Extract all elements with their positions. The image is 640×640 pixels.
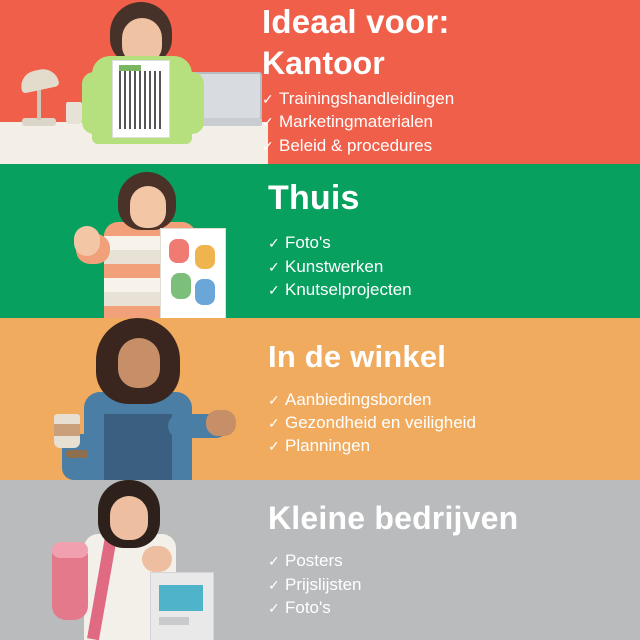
list-small-business [268,549,630,619]
list-store [268,388,630,458]
check-icon: ✓ [268,282,280,299]
list-item [268,278,630,301]
check-icon: ✓ [262,114,274,131]
list-item-label: Marketingmaterialen [279,112,434,132]
list-item-label: Aanbiedingsborden [285,389,432,409]
list-item-label: Foto's [285,233,331,253]
section-store [0,318,640,480]
list-item-label: Kunstwerken [285,256,384,276]
list-item [268,411,630,434]
check-icon: ✓ [268,235,280,252]
list-item [268,434,630,457]
list-item [268,549,630,572]
list-home [268,231,630,301]
check-icon: ✓ [262,90,274,107]
list-office [262,87,630,157]
list-item-label: Beleid & procedures [279,135,433,155]
photo-store-woman [0,318,268,480]
list-item [268,255,630,278]
list-item-label: Foto's [285,598,331,617]
list-item-label: Knutselprojecten [285,280,412,300]
check-icon: ✓ [268,415,280,431]
check-icon: ✓ [268,258,280,275]
check-icon: ✓ [262,137,274,154]
section-title-home: Thuis [268,179,360,218]
list-item [268,231,630,254]
check-icon: ✓ [268,553,280,570]
section-title-small-business: Kleine bedrijven [268,499,519,536]
list-item [262,134,630,157]
check-icon: ✓ [268,576,280,593]
list-item [262,87,630,110]
section-title-office: Kantoor [262,44,385,81]
page-title: Ideaal voor: [262,3,450,40]
list-item-label: Planningen [285,436,371,456]
section-title-store: In de winkel [268,339,447,375]
list-item-label: Prijslijsten [285,574,362,594]
list-item [262,110,630,133]
photo-yoga-woman [0,480,268,640]
list-item [268,388,630,411]
check-icon: ✓ [268,391,280,408]
list-item-label: Gezondheid en veiligheid [285,413,476,432]
section-office [0,0,640,164]
photo-girl-artwork [0,164,268,318]
section-home [0,164,640,318]
check-icon: ✓ [268,600,280,616]
list-item-label: Posters [285,551,343,571]
check-icon: ✓ [268,438,280,455]
list-item [268,573,630,596]
photo-office-woman [0,0,268,164]
list-item [268,596,630,619]
section-small-business [0,480,640,640]
list-item-label: Trainingshandleidingen [279,88,455,108]
